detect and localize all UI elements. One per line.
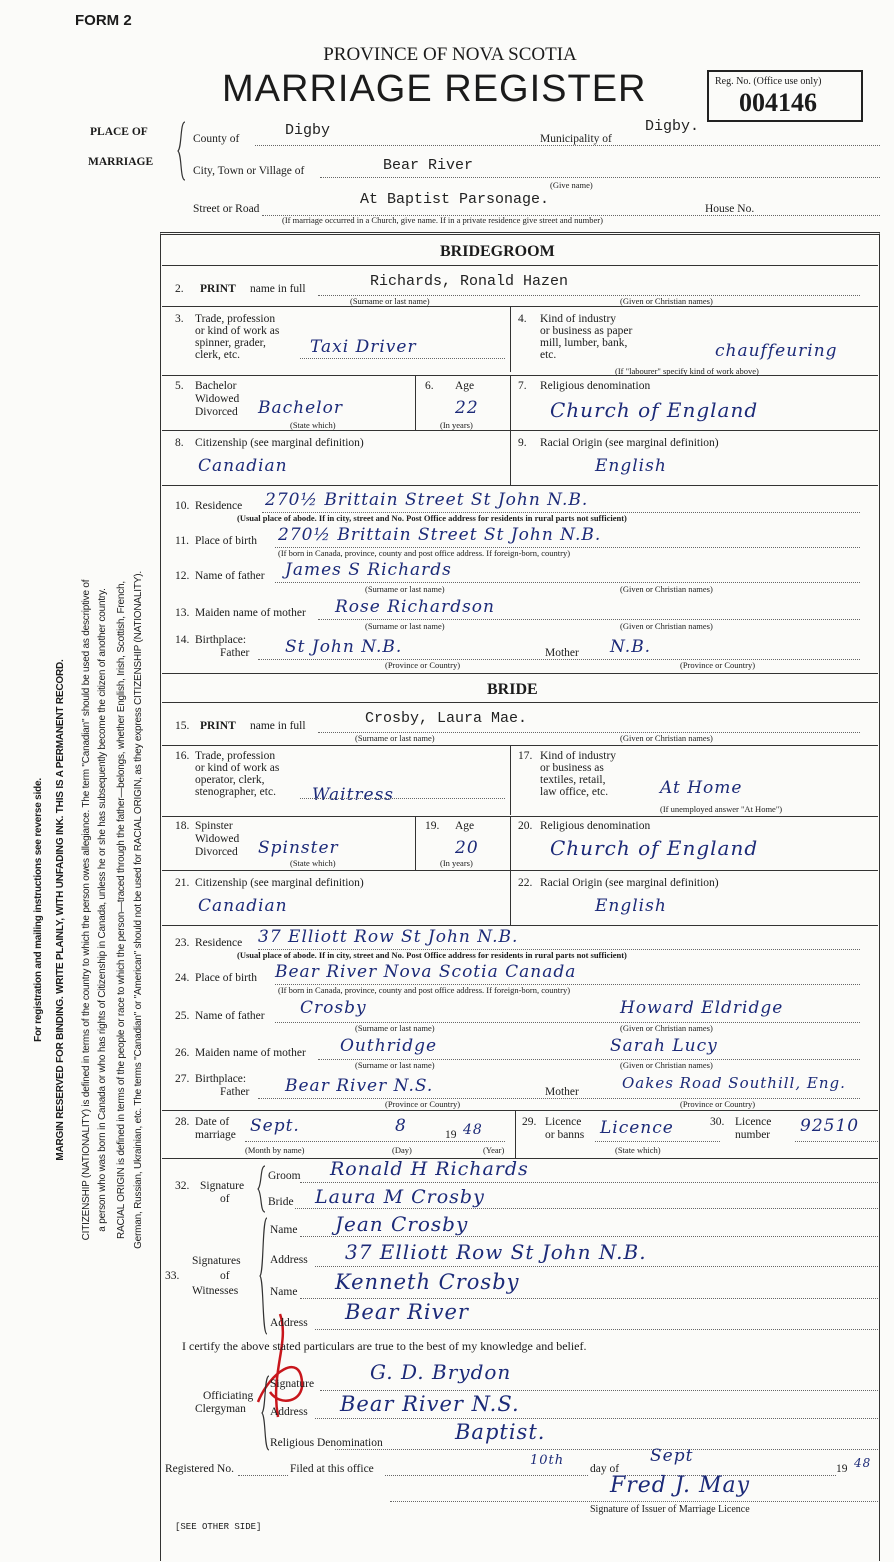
county-label: County of (193, 133, 240, 145)
item-number: 2. (175, 283, 184, 295)
margin-line: RACIAL ORIGIN is defined in terms of the people or race to which the person—traced through the father—belongs, whether English, Irish, Scottish, French, (116, 581, 127, 1239)
label: name in full (250, 720, 306, 732)
rule (300, 358, 505, 359)
item-number: 27. (175, 1073, 190, 1085)
rule (315, 1266, 878, 1267)
issuer-signature: Fred J. May (610, 1473, 751, 1498)
house-label: House No. (705, 203, 755, 215)
groom-racial: English (595, 456, 667, 476)
witness1-name: Jean Crosby (335, 1212, 469, 1236)
place-label: MARRIAGE (88, 156, 154, 168)
rule (295, 1208, 878, 1209)
margin-line: MARGIN RESERVED FOR BINDING. WRITE PLAINLY, WITH UNFADING INK. THIS IS A PERMANENT RECORD. (55, 659, 66, 1161)
rule (390, 1501, 878, 1502)
filed-year: 48 (854, 1456, 872, 1470)
trade-label: stenographer, etc. (195, 786, 276, 798)
witness2-address: Bear River (345, 1300, 469, 1324)
age-label: Age (455, 380, 475, 392)
give-name-note: (Give name) (550, 180, 593, 190)
label: Place of birth (195, 972, 257, 984)
label: day of (590, 1463, 620, 1475)
bride-mother-given: Sarah Lucy (610, 1036, 718, 1056)
sublabel: (Usual place of abode. If in city, street and No. Post Office address for residents in rural parts not sufficient) (237, 513, 627, 523)
rule (415, 375, 416, 430)
bridegroom-heading: BRIDEGROOM (440, 243, 555, 260)
label: Birthplace: (195, 634, 247, 646)
rule (162, 1110, 878, 1111)
sublabel: (Given or Christian names) (620, 1023, 713, 1033)
city-label: City, Town or Village of (193, 165, 305, 177)
label: Religious denomination (540, 380, 651, 392)
street-value: At Baptist Parsonage. (360, 191, 550, 208)
label: Name of father (195, 570, 265, 582)
label: Residence (195, 500, 243, 512)
brace (262, 1376, 270, 1450)
rule (162, 702, 878, 703)
item-number: 4. (518, 313, 527, 325)
bride-father-surname: Crosby (300, 998, 367, 1018)
label: Groom (268, 1170, 301, 1182)
rule (318, 619, 860, 620)
label: Racial Origin (see marginal definition) (540, 877, 719, 889)
reg-label: Reg. No. (Office use only) (715, 76, 822, 87)
sublabel: (Year) (483, 1145, 505, 1155)
bride-mother-birthplace: Oakes Road Southill, Eng. (622, 1074, 846, 1092)
label: name in full (250, 283, 306, 295)
groom-name: Richards, Ronald Hazen (370, 273, 569, 290)
filed-month: Sept (650, 1446, 694, 1466)
rule (510, 870, 511, 925)
trade-label: or kind of work as (195, 325, 280, 337)
registration-number-box (707, 70, 863, 122)
form-number: FORM 2 (75, 12, 132, 29)
item-number: 6. (425, 380, 434, 392)
label: Address (270, 1317, 308, 1329)
clergy-signature: G. D. Brydon (370, 1360, 512, 1384)
rule (300, 798, 505, 799)
sublabel: (Surname or last name) (350, 296, 430, 306)
bride-signature: Laura M Crosby (315, 1186, 485, 1208)
sublabel: (Province or Country) (680, 1099, 756, 1109)
industry-label: mill, lumber, bank, (540, 337, 628, 349)
item-number: 9. (518, 437, 527, 449)
bride-name: Crosby, Laura Mae. (365, 710, 528, 727)
label: or banns (545, 1129, 585, 1141)
rule (415, 816, 416, 870)
item-number: 18. (175, 820, 190, 832)
rule (162, 745, 878, 746)
bride-residence: 37 Elliott Row St John N.B. (258, 927, 519, 947)
sublabel: (Given or Christian names) (620, 1060, 713, 1070)
label: 19 (445, 1129, 457, 1141)
label: Signature (200, 1180, 245, 1192)
label: Address (270, 1254, 308, 1266)
sublabel: (Usual place of abode. If in city, street and No. Post Office address for residents in rural parts not sufficient) (237, 950, 627, 960)
rule (258, 1098, 860, 1099)
label: number (735, 1129, 771, 1141)
label: Mother (545, 647, 579, 659)
sublabel: (If "labourer" specify kind of work above) (615, 366, 759, 376)
item-number: 20. (518, 820, 533, 832)
sublabel: (In years) (440, 858, 473, 868)
bride-father-birthplace: Bear River N.S. (285, 1076, 434, 1096)
label: Name (270, 1224, 298, 1236)
industry-label: Kind of industry (540, 313, 617, 325)
trade-label: or kind of work as (195, 762, 280, 774)
groom-status: Bachelor (258, 398, 343, 418)
label: Officiating (203, 1390, 254, 1402)
rule (510, 745, 511, 815)
label: Registered No. (165, 1463, 234, 1475)
groom-trade: Taxi Driver (310, 337, 417, 357)
status-label: Spinster (195, 820, 233, 832)
sublabel: (If unemployed answer "At Home") (660, 804, 783, 814)
label: marriage (195, 1129, 236, 1141)
item-number: 28. (175, 1116, 190, 1128)
witness1-address: 37 Elliott Row St John N.B. (345, 1240, 647, 1264)
bride-father-given: Howard Eldridge (620, 998, 784, 1018)
trade-label: operator, clerk, (195, 774, 265, 786)
item-number: 33. (165, 1270, 180, 1282)
industry-label: law office, etc. (540, 786, 609, 798)
bride-trade: Waitress (312, 785, 395, 805)
status-label: Divorced (195, 846, 238, 858)
rule (255, 145, 880, 146)
municipality-label: Municipality of (540, 133, 612, 145)
rule (162, 925, 878, 926)
reg-number: 004146 (739, 88, 817, 117)
print-label: PRINT (200, 720, 236, 732)
groom-father: James S Richards (285, 560, 452, 580)
item-number: 12. (175, 570, 190, 582)
label: Place of birth (195, 535, 257, 547)
item-number: 15. (175, 720, 190, 732)
bride-status: Spinster (258, 838, 339, 858)
item-number: 8. (175, 437, 184, 449)
rule (162, 430, 878, 431)
county-value: Digby (285, 122, 331, 139)
rule (795, 1141, 878, 1142)
bride-racial: English (595, 896, 667, 916)
item-number: 17. (518, 750, 533, 762)
sublabel: (Province or Country) (385, 660, 461, 670)
sublabel: (Surname or last name) (355, 1023, 435, 1033)
trade-label: spinner, grader, (195, 337, 266, 349)
rule (315, 1329, 878, 1330)
licence-number: 92510 (800, 1116, 860, 1136)
label: Bride (268, 1196, 294, 1208)
industry-label: or business as (540, 762, 604, 774)
label: Maiden name of mother (195, 607, 306, 619)
brace (258, 1166, 266, 1212)
groom-mother: Rose Richardson (335, 597, 495, 617)
groom-age: 22 (455, 398, 479, 418)
province-title: PROVINCE OF NOVA SCOTIA (323, 44, 577, 65)
item-number: 23. (175, 937, 190, 949)
rule (258, 659, 860, 660)
label: Citizenship (see marginal definition) (195, 437, 364, 449)
item-number: 21. (175, 877, 190, 889)
rule (320, 1390, 878, 1391)
rule (515, 1110, 516, 1158)
rule (245, 1141, 505, 1142)
rule (510, 375, 511, 430)
item-number: 30. (710, 1116, 725, 1128)
groom-birthplace: 270½ Brittain Street St John N.B. (278, 525, 602, 545)
item-number: 14. (175, 634, 190, 646)
label: Religious Denomination (270, 1437, 383, 1449)
label: Father (220, 647, 250, 659)
sublabel: (State which) (290, 858, 336, 868)
status-label: Widowed (195, 833, 240, 845)
sublabel: (Surname or last name) (355, 1060, 435, 1070)
rule (162, 870, 878, 871)
bride-industry: At Home (660, 778, 743, 798)
rule (162, 265, 878, 266)
print-label: PRINT (200, 283, 236, 295)
witness2-name: Kenneth Crosby (335, 1270, 520, 1294)
item-number: 3. (175, 313, 184, 325)
industry-label: textiles, retail, (540, 774, 606, 786)
label: Signature (270, 1378, 315, 1390)
sublabel: (Given or Christian names) (620, 621, 713, 631)
municipality-value: Digby. (645, 118, 700, 135)
street-note: (If marriage occurred in a Church, give name. If in a private residence give street and number) (282, 215, 603, 225)
label: Religious denomination (540, 820, 651, 832)
sublabel: (If born in Canada, province, county and post office address. If foreign-born, country) (278, 548, 571, 558)
label: Mother (545, 1086, 579, 1098)
item-number: 13. (175, 607, 190, 619)
label: Address (270, 1406, 308, 1418)
rule (510, 816, 511, 870)
groom-residence: 270½ Brittain Street St John N.B. (265, 490, 589, 510)
label: Citizenship (see marginal definition) (195, 877, 364, 889)
label: Name of father (195, 1010, 265, 1022)
place-label: PLACE OF (90, 126, 148, 138)
rule (162, 485, 878, 486)
marriage-day: 8 (395, 1116, 407, 1136)
brace (178, 122, 186, 180)
label: Date of (195, 1116, 230, 1128)
marriage-month: Sept. (250, 1116, 300, 1136)
groom-industry: chauffeuring (715, 341, 838, 361)
item-number: 16. (175, 750, 190, 762)
rule (510, 430, 511, 485)
rule (162, 816, 878, 817)
rule (320, 177, 880, 178)
rule (300, 1236, 878, 1237)
sublabel: (Surname or last name) (355, 733, 435, 743)
sublabel: (State which) (615, 1145, 661, 1155)
status-label: Bachelor (195, 380, 237, 392)
sublabel: (Province or Country) (385, 1099, 461, 1109)
groom-religion: Church of England (550, 398, 759, 422)
margin-line: CITIZENSHIP (NATIONALITY) is defined in terms of the country to which the person owes allegiance. The term "Canadian" should be used as descriptive of (81, 579, 92, 1241)
industry-label: etc. (540, 349, 557, 361)
groom-father-birthplace: St John N.B. (285, 637, 403, 657)
label: Maiden name of mother (195, 1047, 306, 1059)
rule (385, 1475, 588, 1476)
sublabel: (Given or Christian names) (620, 733, 713, 743)
rule (300, 1182, 878, 1183)
label: 19 (836, 1463, 848, 1475)
bride-age: 20 (455, 838, 479, 858)
bride-mother-surname: Outhridge (340, 1036, 438, 1056)
label: Racial Origin (see marginal definition) (540, 437, 719, 449)
status-label: Divorced (195, 406, 238, 418)
certify-statement: I certify the above stated particulars are true to the best of my knowledge and belief. (182, 1339, 587, 1353)
sublabel: (Month by name) (245, 1145, 305, 1155)
item-number: 19. (425, 820, 440, 832)
sublabel: (Day) (392, 1145, 412, 1155)
rule (315, 1418, 878, 1419)
item-number: 24. (175, 972, 190, 984)
label: Birthplace: (195, 1073, 247, 1085)
trade-label: Trade, profession (195, 313, 276, 325)
age-label: Age (455, 820, 475, 832)
label: of (220, 1193, 230, 1205)
marriage-year: 48 (463, 1122, 483, 1138)
item-number: 7. (518, 380, 527, 392)
label: Name (270, 1286, 298, 1298)
document-title: MARRIAGE REGISTER (222, 68, 647, 110)
rule (335, 1449, 878, 1450)
rule (238, 1475, 288, 1476)
label: Licence (545, 1116, 582, 1128)
sublabel: (If born in Canada, province, county and post office address. If foreign-born, country) (278, 985, 571, 995)
bride-religion: Church of England (550, 836, 759, 860)
item-number: 26. (175, 1047, 190, 1059)
sublabel: (State which) (290, 420, 336, 430)
sublabel: (Given or Christian names) (620, 584, 713, 594)
margin-line: German, Russian, Ukrainian, etc. The terms "Canadian" or "American" should not be used for RACIAL ORIGIN, as they express CITIZENSHIP (NATIONALITY). (133, 571, 144, 1249)
label: Filed at this office (290, 1463, 374, 1475)
clergy-address: Bear River N.S. (340, 1392, 520, 1416)
groom-signature: Ronald H Richards (330, 1158, 529, 1180)
clergy-denomination: Baptist. (455, 1420, 546, 1444)
industry-label: Kind of industry (540, 750, 617, 762)
trade-label: clerk, etc. (195, 349, 241, 361)
label: Signatures (192, 1255, 241, 1267)
margin-line: For registration and mailing instructions see reverse side. (33, 778, 44, 1042)
rule (162, 375, 878, 376)
margin-line: a person who was born in Canada or who has rights of Citizenship in Canada, unless he or she has subsequently become the citizen of another country. (97, 588, 108, 1232)
street-label: Street or Road (193, 203, 260, 215)
status-label: Widowed (195, 393, 240, 405)
rule (595, 1141, 720, 1142)
item-number: 32. (175, 1180, 190, 1192)
sublabel: (Surname or last name) (365, 584, 445, 594)
rule (275, 582, 860, 583)
label: of (220, 1270, 230, 1282)
rule (162, 673, 878, 674)
see-other-side: [SEE OTHER SIDE] (175, 1522, 262, 1532)
licence-type: Licence (600, 1118, 674, 1138)
item-number: 22. (518, 877, 533, 889)
industry-label: or business as paper (540, 325, 633, 337)
bride-heading: BRIDE (487, 681, 538, 698)
label: Residence (195, 937, 243, 949)
margin-instructions (25, 290, 160, 1530)
label: Father (220, 1086, 250, 1098)
label: Witnesses (192, 1285, 239, 1297)
bride-birthplace: Bear River Nova Scotia Canada (275, 962, 577, 982)
groom-mother-birthplace: N.B. (610, 637, 652, 657)
issuer-label: Signature of Issuer of Marriage Licence (590, 1504, 750, 1515)
rule (300, 1298, 878, 1299)
rule (162, 306, 878, 307)
item-number: 5. (175, 380, 184, 392)
sublabel: (In years) (440, 420, 473, 430)
item-number: 11. (175, 535, 189, 547)
item-number: 25. (175, 1010, 190, 1022)
label: Clergyman (195, 1403, 246, 1415)
item-number: 10. (175, 500, 190, 512)
trade-label: Trade, profession (195, 750, 276, 762)
label: Licence (735, 1116, 772, 1128)
rule (510, 306, 511, 372)
sublabel: (Given or Christian names) (620, 296, 713, 306)
filed-day: 10th (530, 1453, 565, 1468)
sublabel: (Surname or last name) (365, 621, 445, 631)
city-value: Bear River (383, 157, 474, 174)
groom-citizenship: Canadian (198, 456, 288, 476)
sublabel: (Province or Country) (680, 660, 756, 670)
bride-citizenship: Canadian (198, 896, 288, 916)
brace (260, 1218, 268, 1334)
item-number: 29. (522, 1116, 537, 1128)
